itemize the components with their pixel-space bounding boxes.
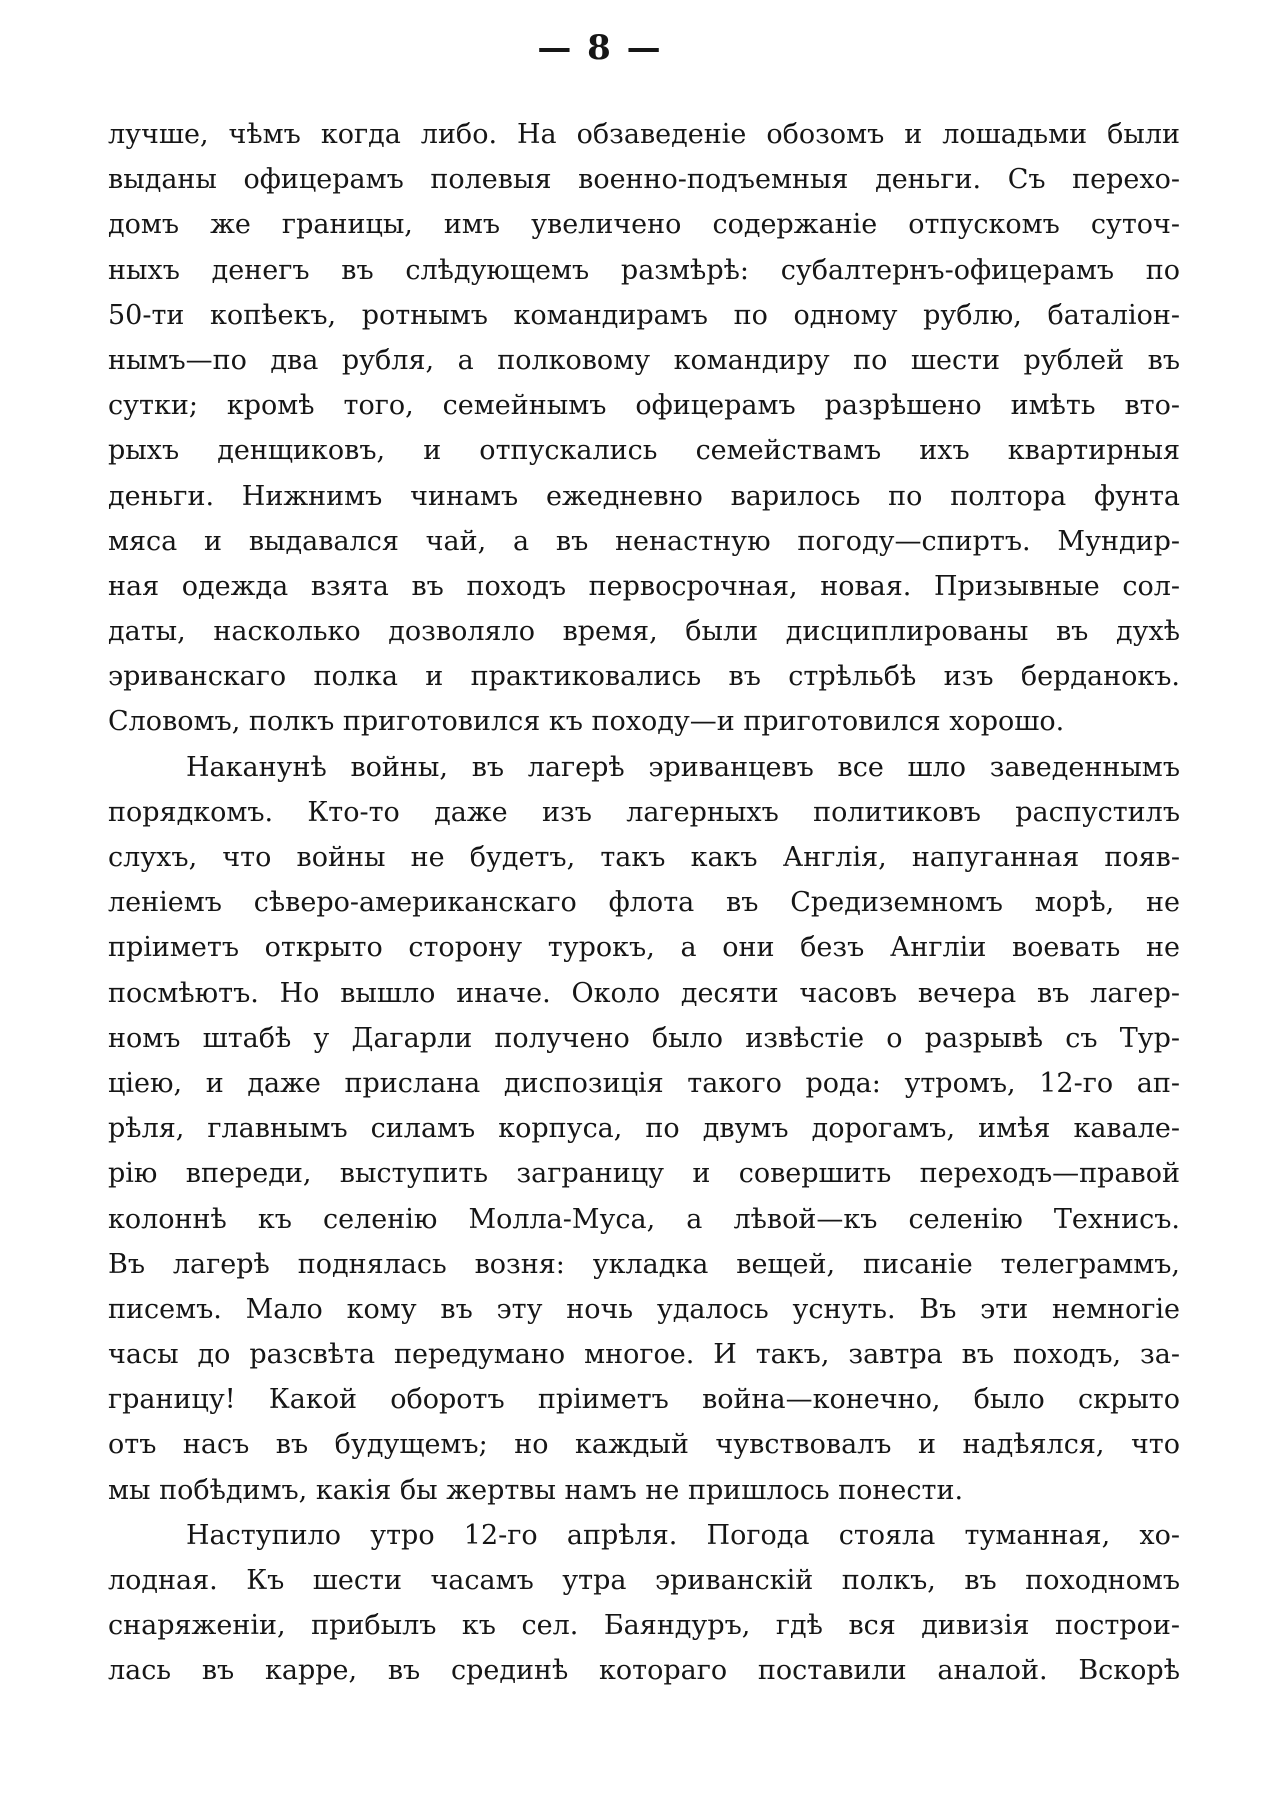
text-line: сутки; кромѣ того, семейнымъ офицерамъ разрѣшено имѣть вто- (108, 390, 1180, 422)
text-line: лучше, чѣмъ когда либо. На обзаведеніе обозомъ и лошадьми были (108, 119, 1180, 150)
text-line: эриванскаго полка и практиковались въ стрѣльбѣ изъ берданокъ. (108, 661, 1180, 693)
text-line: нымъ—по два рубля, а полковому командиру по шести рублей въ (108, 344, 1180, 376)
text-line: отъ насъ въ будущемъ; но каждый чувствовалъ и надѣялся, что (108, 1429, 1180, 1461)
text-line: ныхъ денегъ въ слѣдующемъ размѣрѣ: субалтернъ-офицерамъ по (108, 254, 1180, 286)
text-line: рѣля, главнымъ силамъ корпуса, по двумъ дорогамъ, имѣя кавале- (108, 1113, 1180, 1145)
text-line: часы до разсвѣта передумано многое. И такъ, завтра въ походъ, за- (108, 1339, 1180, 1371)
text-line: номъ штабѣ у Дагарли получено было извѣстіе о разрывѣ съ Тур- (108, 1022, 1180, 1054)
text-line: Словомъ, полкъ приготовился къ походу—и приготовился хорошо. (108, 706, 1065, 738)
text-line: посмѣютъ. Но вышло иначе. Около десяти часовъ вечера въ лагер- (108, 977, 1180, 1009)
text-line: деньги. Нижнимъ чинамъ ежедневно варилось по полтора фунта (108, 480, 1180, 512)
text-line: даты, насколько дозволяло время, были дисциплированы въ духѣ (108, 616, 1180, 648)
text-line: пріиметъ открыто сторону турокъ, а они безъ Англіи воевать не (108, 932, 1180, 964)
page-body (108, 112, 1180, 1694)
text-line: порядкомъ. Кто-то даже изъ лагерныхъ политиковъ распустилъ (108, 796, 1180, 828)
text-line: Наступило утро 12-го апрѣля. Погода стояла туманная, хо- (186, 1519, 1180, 1551)
paragraph-2 (108, 745, 1180, 1513)
text-line: писемъ. Мало кому въ эту ночь удалось уснуть. Въ эти немногіе (108, 1293, 1180, 1325)
text-line: мяса и выдавался чай, а въ ненастную погоду—спиртъ. Мундир- (108, 525, 1180, 557)
text-line: домъ же границы, имъ увеличено содержаніе отпускомъ суточ- (108, 209, 1180, 241)
text-line: 50-ти копѣекъ, ротнымъ командирамъ по одному рублю, баталіон- (108, 299, 1180, 331)
text-line: границу! Какой оборотъ пріиметъ война—конечно, было скрыто (108, 1384, 1180, 1416)
paragraph-1 (108, 112, 1180, 745)
text-line: ціею, и даже прислана диспозиція такого рода: утромъ, 12-го ап- (108, 1067, 1180, 1099)
text-line: рію впереди, выступить заграницу и совершить переходъ—правой (108, 1158, 1180, 1190)
page-number: — 8 — (537, 28, 663, 68)
text-line: Наканунѣ войны, въ лагерѣ эриванцевъ все шло заведеннымъ (186, 751, 1180, 783)
text-line: выданы офицерамъ полевыя военно-подъемныя деньги. Съ перехо- (108, 164, 1180, 196)
text-line: ная одежда взята въ походъ первосрочная, новая. Призывные сол- (108, 570, 1180, 602)
text-line: слухъ, что войны не будетъ, такъ какъ Англія, напуганная появ- (108, 842, 1180, 873)
text-line: Въ лагерѣ поднялась возня: укладка вещей, писаніе телеграммъ, (108, 1248, 1180, 1280)
text-line: снаряженіи, прибылъ къ сел. Баяндуръ, гдѣ вся дивизія построи- (108, 1610, 1180, 1642)
text-line: лодная. Къ шести часамъ утра эриванскій полкъ, въ походномъ (108, 1565, 1180, 1596)
text-line: мы побѣдимъ, какія бы жертвы намъ не пришлось понести. (108, 1474, 964, 1506)
text-line: леніемъ сѣверо-американскаго флота въ Средиземномъ морѣ, не (108, 887, 1180, 919)
text-line: лась въ карре, въ срединѣ котораго поставили аналой. Вскорѣ (108, 1655, 1180, 1687)
paragraph-3 (108, 1513, 1180, 1694)
text-line: рыхъ денщиковъ, и отпускались семействамъ ихъ квартирныя (108, 435, 1180, 467)
text-line: колоннѣ къ селенію Молла-Муса, а лѣвой—къ селенію Технисъ. (108, 1203, 1180, 1235)
